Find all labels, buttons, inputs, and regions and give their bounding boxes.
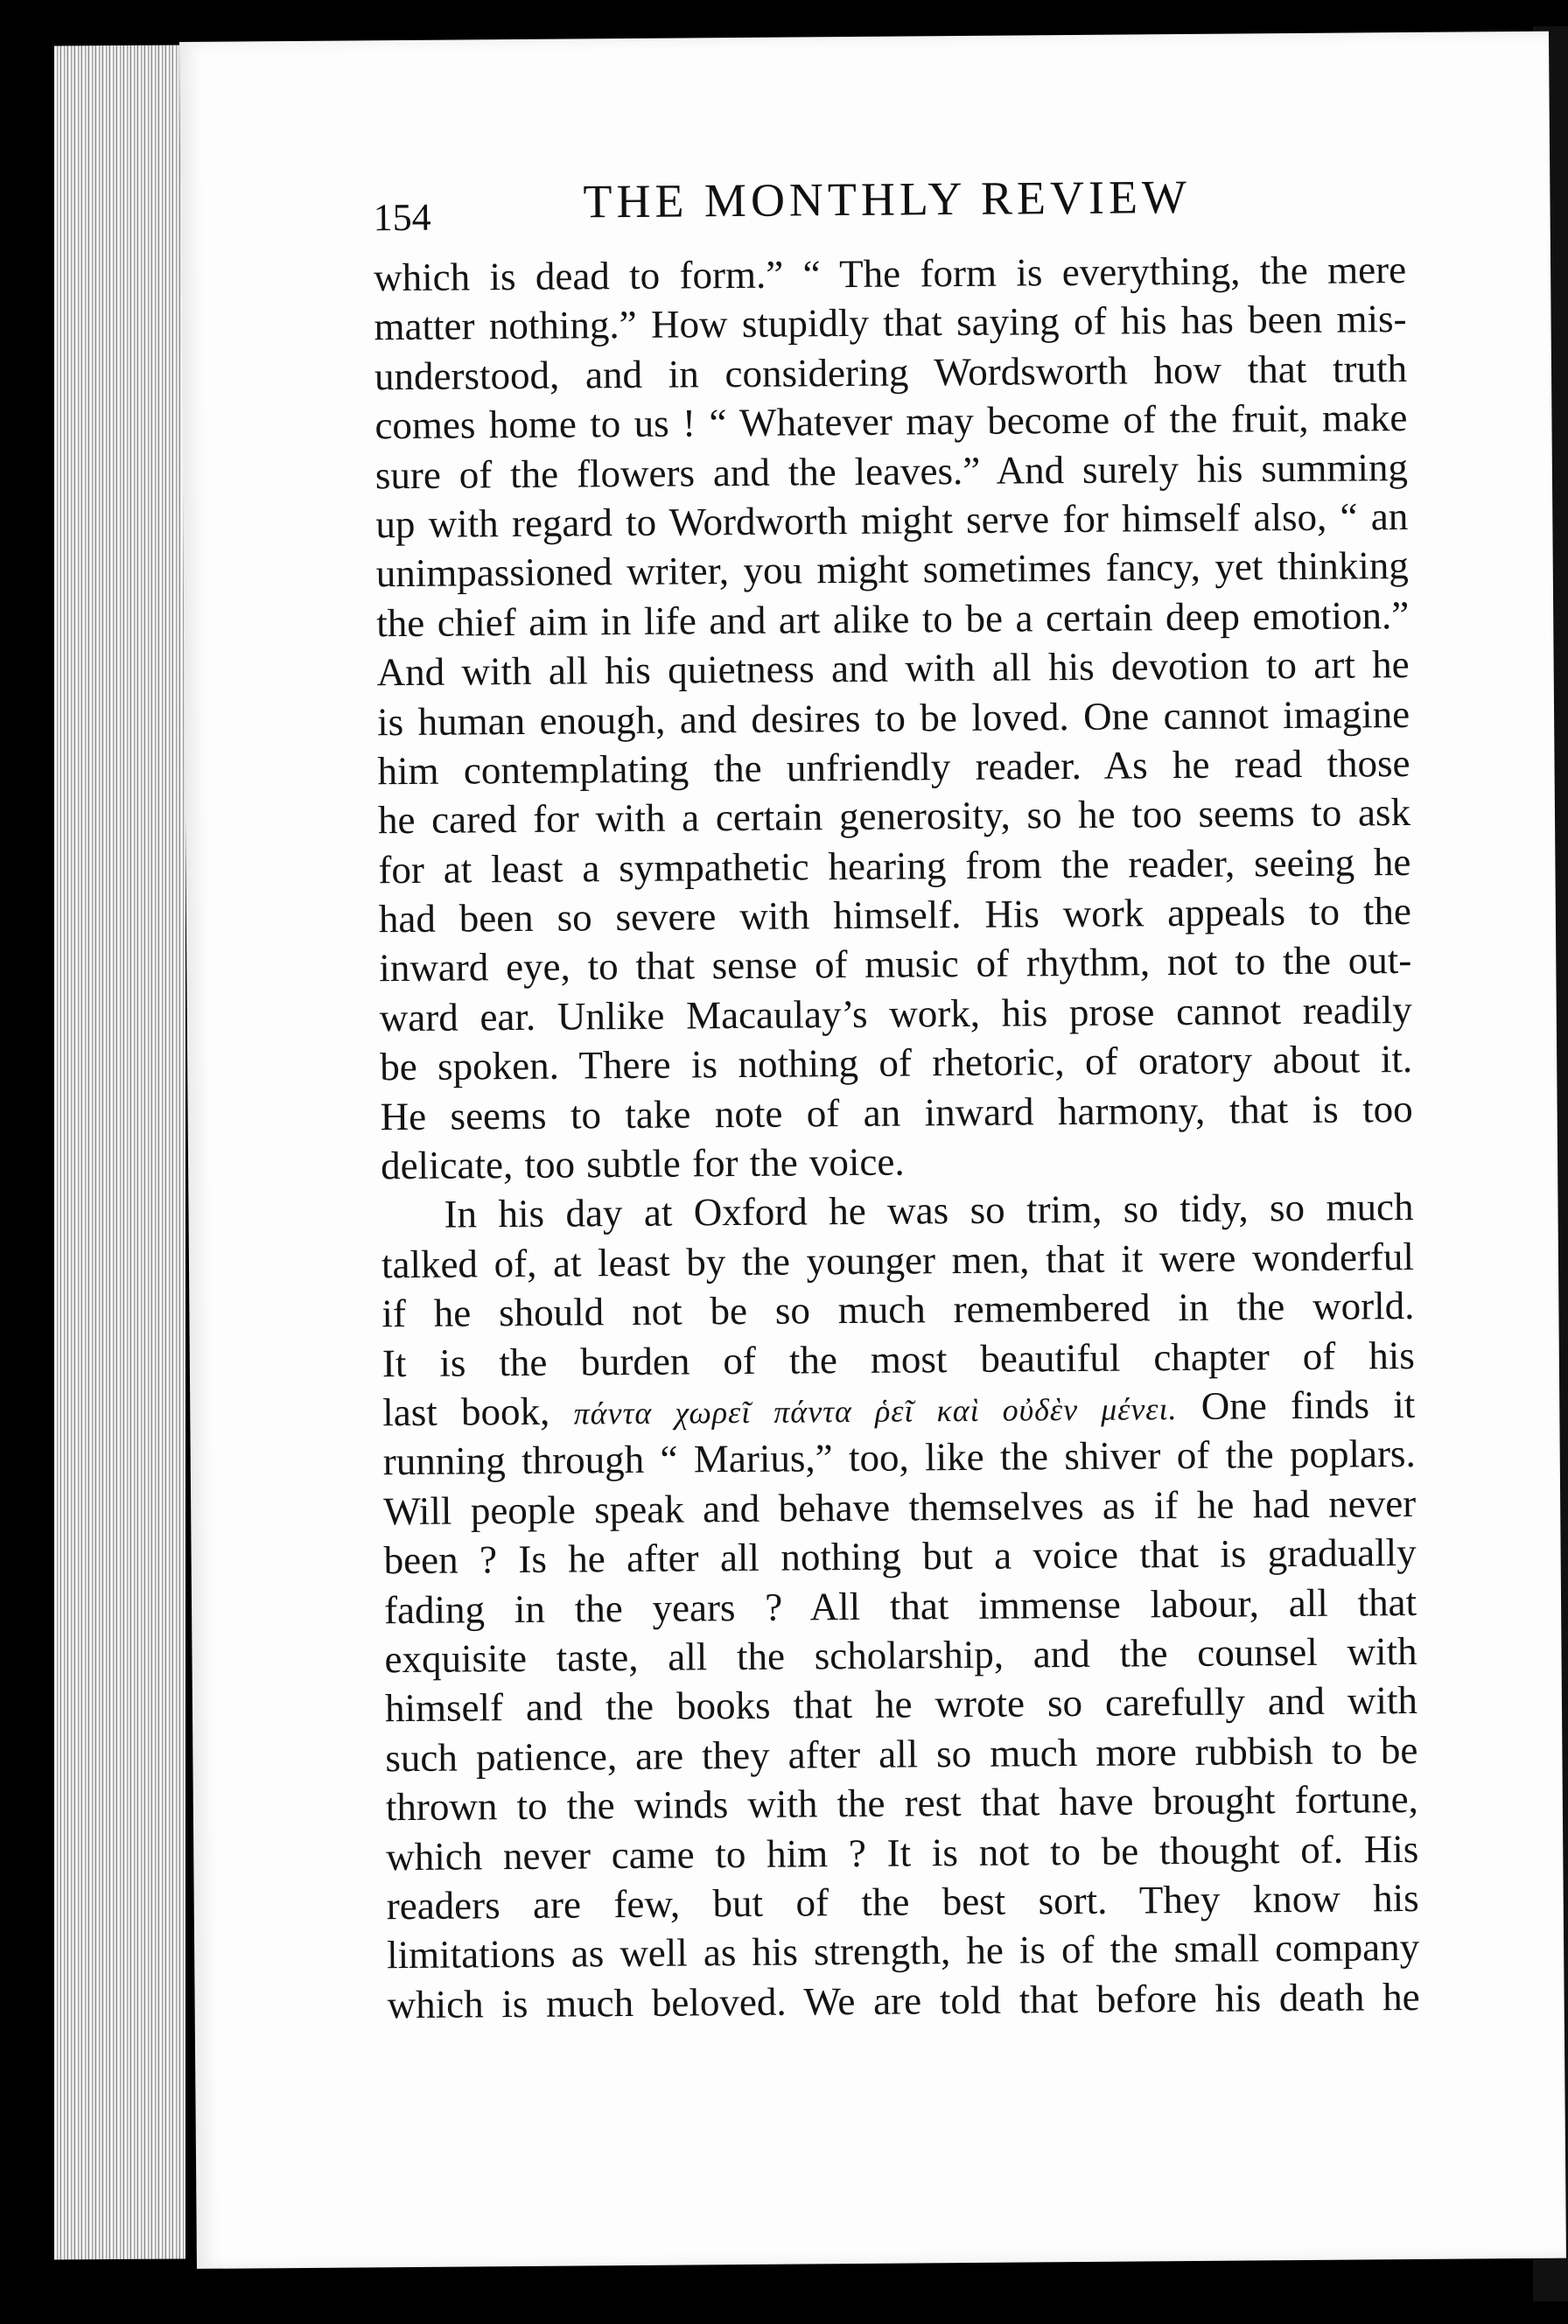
text-line: inward eye, to that sense of music of rhythm, not to the out- <box>379 938 1412 990</box>
page-number: 154 <box>373 195 431 240</box>
greek-quote-line <box>382 1380 1415 1438</box>
text-line: him contemplating the unfriendly reader. As he read those <box>377 740 1410 794</box>
text-line: he cared for with a certain generosity, so he too seems to ask <box>377 790 1411 843</box>
text-line: up with regard to Wordworth might serve for himself also, “ an <box>375 494 1409 547</box>
text-line: unimpassioned writer, you might sometimes fancy, yet thinking <box>375 543 1409 596</box>
text-line: exquisite taste, all the scholarship, and the counsel with <box>384 1628 1418 1682</box>
running-head <box>373 168 1406 246</box>
text-line: ward ear. Unlike Macaulay’s work, his prose cannot readily <box>379 987 1412 1040</box>
text-line: understood, and in considering Wordsworth how that truth <box>374 346 1408 399</box>
line-tail: One finds it <box>1200 1382 1416 1428</box>
page-sheet <box>179 32 1566 2269</box>
text-line: which is much beloved. We are told that before his death he <box>387 1974 1420 2026</box>
paragraph-start-line: In his day at Oxford he was so trim, so tidy, so much <box>444 1185 1414 1237</box>
text-line: readers are few, but of the best sort. They know his <box>386 1875 1419 1928</box>
text-line: matter nothing.” How stupidly that saying of his has been mis- <box>374 297 1407 349</box>
page-edges <box>54 46 186 2260</box>
text-line: running through “ Marius,” too, like the shiver of the poplars. <box>382 1432 1416 1484</box>
text-line: which never came to him ? It is not to be thought of. His <box>386 1826 1419 1879</box>
text-line: if he should not be so much remembered in the world. <box>382 1284 1415 1336</box>
text-line: He seems to take note of an inward harmony, that is too <box>380 1086 1413 1138</box>
text-line: which is dead to form.” “ The form is everything, the mere <box>373 247 1407 300</box>
text-line: had been so severe with himself. His work appeals to the <box>378 889 1412 942</box>
text-line: limitations as well as his strength, he is of the small company <box>386 1925 1420 1978</box>
text-line: be spoken. There is nothing of rhetoric, of oratory about it. <box>380 1037 1413 1089</box>
text-line: sure of the flowers and the leaves.” And surely his summing <box>374 444 1409 497</box>
text-line: himself and the books that he wrote so carefully and with <box>384 1678 1418 1731</box>
journal-title: THE MONTHLY REVIEW <box>583 170 1192 228</box>
text-line: talked of, at least by the younger men, that it were wonderful <box>381 1234 1415 1287</box>
text-line: It is the burden of the most beautiful chapter of his <box>382 1333 1416 1385</box>
text-line: Will people speak and behave themselves as if he had never <box>382 1480 1417 1533</box>
line-lead: last book, <box>382 1389 550 1435</box>
body-text <box>374 245 1420 2029</box>
text-line: thrown to the winds with the rest that have brought fortune, <box>385 1777 1419 1830</box>
text-line: is human enough, and desires to be loved. One cannot imagine <box>376 691 1410 744</box>
text-line: the chief aim in life and art alike to be a certain deep emotion.” <box>376 592 1410 645</box>
text-line: such patience, are they after all so much more rubbish to be <box>385 1727 1418 1780</box>
paragraph-end-line: delicate, too subtle for the voice. <box>380 1139 905 1188</box>
text-line: been ? Is he after all nothing but a voice that is gradually <box>383 1530 1417 1583</box>
text-line: fading in the years ? All that immense labour, all that <box>383 1579 1418 1632</box>
text-line: And with all his quietness and with all his devotion to art he <box>376 642 1410 695</box>
text-line: comes home to us ! “ Whatever may become of the fruit, make <box>374 396 1408 448</box>
text-line: for at least a sympathetic hearing from the reader, seeing he <box>378 839 1411 892</box>
greek-quotation: πάντα χωρεῖ πάντα ῥεῖ καὶ οὐδὲν μένει. <box>573 1391 1178 1432</box>
